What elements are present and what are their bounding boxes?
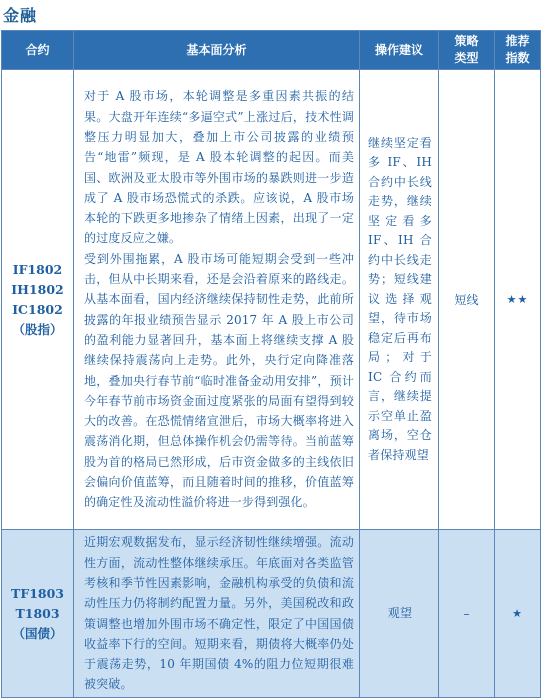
rating-stars: ★★ — [495, 70, 541, 530]
analysis-cell — [74, 530, 360, 698]
action-cell: 继续坚定看多 IF、IH 合约中长线走势，继续坚定看多 IF、IH 合约中长线走势；短线建议选择观望，待市场稳定后再布局；对于 IC 合约而言，继续提示空单止盈离场，空仓者保持观望 — [360, 70, 439, 530]
analysis-paragraph: 对于 A 股市场，本轮调整是多重因素共振的结果。大盘开年连续“多逼空式”上涨过后，技术性调整压力明显加大，叠加上市公司披露的业绩预告“地雷”频现，是 A 股本轮调整的起因。而美国、欧洲及亚太股市等外围市场的暴跌则进一步造成了 A 股市场恐慌式的杀跌。应该说，A 股市场本轮的下跌更多地掺杂了情绪上因素，出现了一定的过度反应之嫌。 — [84, 89, 354, 246]
rating-stars: ★ — [495, 530, 541, 698]
header-strategy-line-2: 类型 — [454, 51, 479, 65]
analysis-cell — [74, 70, 360, 530]
header-action: 操作建议 — [360, 31, 439, 70]
contract-cell — [2, 530, 74, 698]
futures-table — [1, 30, 541, 698]
strategy-cell: 短线 — [439, 70, 495, 530]
header-strategy-line-1: 策略 — [454, 34, 479, 48]
contract-code: IH1802 — [11, 281, 64, 297]
table-row — [2, 530, 541, 698]
analysis-paragraph: 近期宏观数据发布，显示经济韧性继续增强。流动性方面，流动性整体继续承压。年底面对各类监管考核和季节性因素影响，金融机构承受的负债和流动性压力仍将制约配置力量。另外，美国税改和政策调整也增加外围市场不确定性，限定了中国国债收益率下行的空间。短期来看，期债将大概率仍处于震荡走势，10 年期国债 4%的阻力位短期很难被突破。 — [84, 535, 354, 692]
table-row — [2, 70, 541, 530]
contract-code: T1803 — [15, 605, 60, 621]
section-title: 金融 — [3, 6, 38, 25]
contract-code: IC1802 — [12, 301, 63, 317]
strategy-cell: – — [439, 530, 495, 698]
contract-code: IF1802 — [12, 261, 63, 277]
action-cell: 观望 — [360, 530, 439, 698]
contract-cell — [2, 70, 74, 530]
header-analysis: 基本面分析 — [74, 31, 360, 70]
table-header-row — [2, 31, 541, 70]
contract-category: （股指） — [12, 321, 63, 337]
header-rating-line-1: 推荐 — [505, 34, 530, 48]
contract-code: TF1803 — [11, 585, 64, 601]
contract-category: （国债） — [12, 625, 63, 641]
analysis-paragraph: 受到外围拖累，A 股市场可能短期会受到一些冲击，但从中长期来看，还是会沿着原来的路线走。从基本面看，国内经济继续保持韧性走势，此前所披露的年报业绩预告显示 2017 年 A 股上市公司的盈利能力显著回升，基本面上将继续支撑 A 股继续保持震荡向上走势。此外，央行定向降准落地，叠加央行春节前“临时准备金动用安排”，预计今年春节前市场资金面过度紧张的局面有望得到较大的改善。在恐慌情绪宣泄后，市场大概率将进入震荡消化期，但总体操作机会仍需等待。当前蓝筹股为首的格局已然形成，后市资金做多的主线依旧会偏向价值蓝筹，而且随着时间的推移，价值蓝筹的确定性及流动性溢价将进一步得到强化。 — [84, 251, 354, 510]
header-rating-line-2: 指数 — [505, 51, 530, 65]
header-strategy — [439, 31, 495, 70]
header-rating — [495, 31, 541, 70]
header-contract: 合约 — [2, 31, 74, 70]
